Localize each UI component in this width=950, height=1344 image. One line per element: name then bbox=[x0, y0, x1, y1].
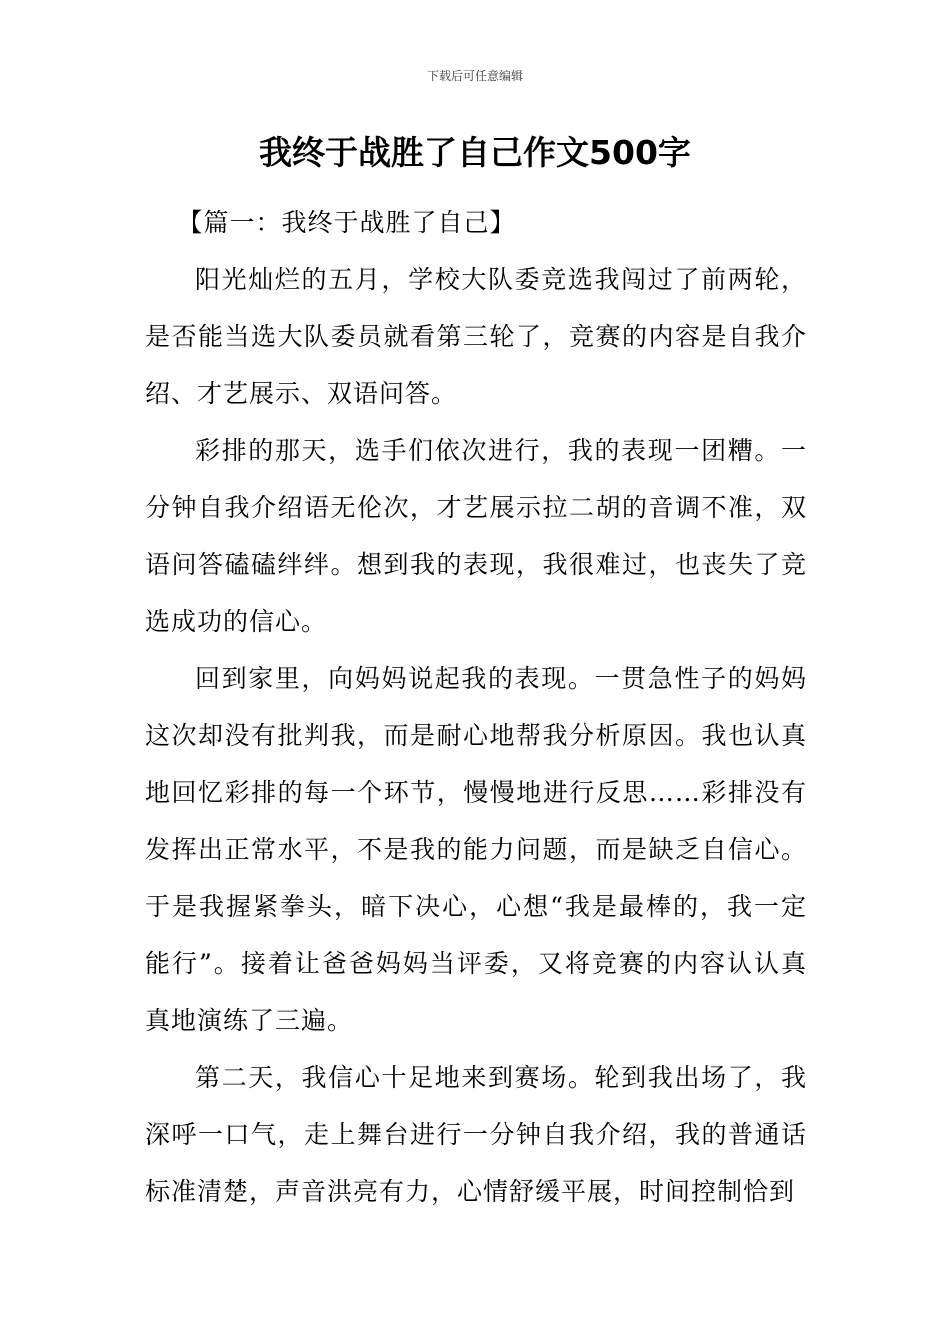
document-body bbox=[145, 194, 807, 1220]
paragraph-3: 回到家里，向妈妈说起我的表现。一贯急性子的妈妈这次却没有批判我，而是耐心地帮我分析原因。我也认真地回忆彩排的每一个环节，慢慢地进行反思……彩排没有发挥出正常水平，不是我的能力问题，而是缺乏自信心。于是我握紧拳头，暗下决心，心想“我是最棒的，我一定能行”。接着让爸爸妈妈当评委，又将竞赛的内容认认真真地演练了三遍。 bbox=[145, 664, 807, 1035]
paragraph-1: 阳光灿烂的五月，学校大队委竞选我闯过了前两轮，是否能当选大队委员就看第三轮了，竞赛的内容是自我介绍、才艺展示、双语问答。 bbox=[145, 265, 807, 408]
section-heading: 【篇一：我终于战胜了自己】 bbox=[177, 208, 516, 237]
header-note: 下载后可任意编辑 bbox=[426, 69, 523, 83]
paragraph-4: 第二天，我信心十足地来到赛场。轮到我出场了，我深呼一口气，走上舞台进行一分钟自我介绍，我的普通话标准清楚，声音洪亮有力，心情舒缓平展，时间控制恰到 bbox=[145, 1063, 807, 1206]
page-title: 我终于战胜了自己作文500字 bbox=[259, 133, 691, 172]
paragraph-2: 彩排的那天，选手们依次进行，我的表现一团糟。一分钟自我介绍语无伦次，才艺展示拉二胡的音调不准，双语问答磕磕绊绊。想到我的表现，我很难过，也丧失了竞选成功的信心。 bbox=[145, 436, 807, 636]
